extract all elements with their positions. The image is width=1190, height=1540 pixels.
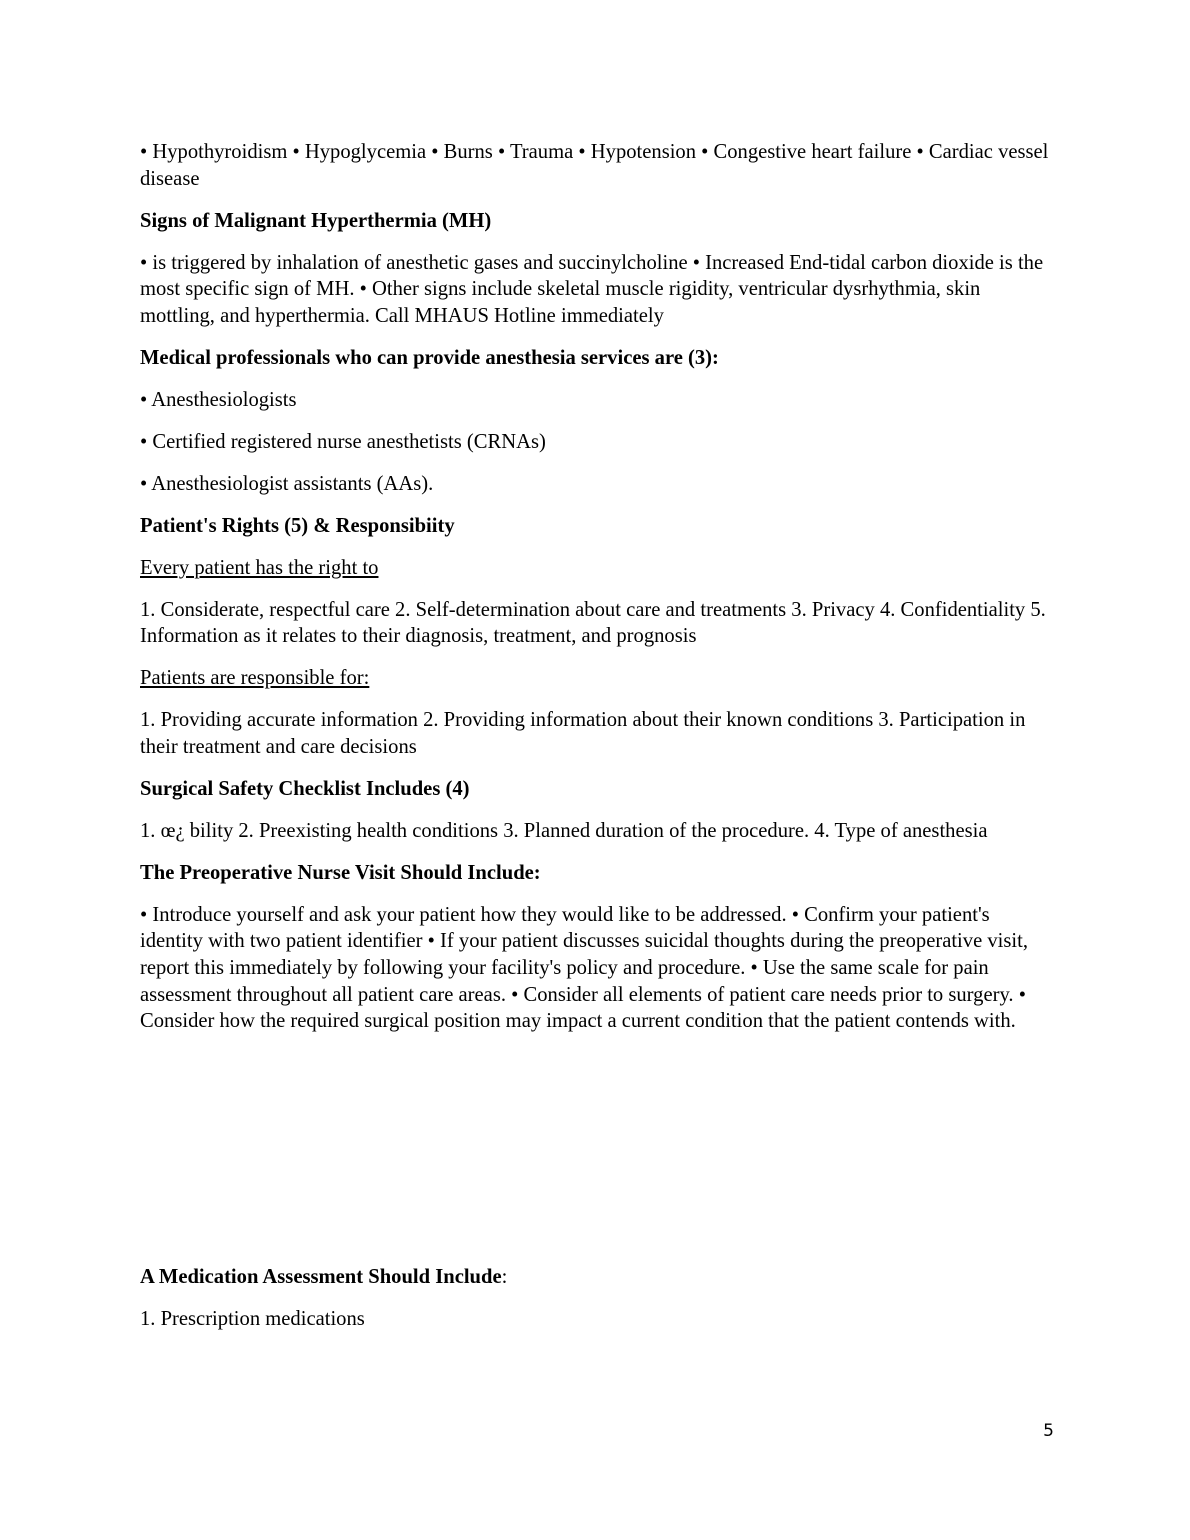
patient-rights-heading: Patient's Rights (5) & Responsibiity xyxy=(140,514,455,537)
medication-assessment-heading-colon: : xyxy=(501,1266,508,1289)
blank-space xyxy=(140,1050,1055,1264)
rights-text: 1. Considerate, respectful care 2. Self-determination about care and treatments 3. Privacy 4. Confidentiality 5. Information as it relates to their diagnosis, treatment, and prognosis xyxy=(140,598,1046,648)
mh-text: • is triggered by inhalation of anesthetic gases and succinylcholine • Increased End-tidal carbon dioxide is the most specific sign of MH. • Other signs include skeletal muscle rigidity, ventricular dysrhythmia, skin mottling, and hyperthermia. Call MHAUS Hotline immediately xyxy=(140,251,1044,327)
preop-visit-heading: The Preoperative Nurse Visit Should Include: xyxy=(140,861,541,884)
medication-assessment-heading-text: A Medication Assessment Should Include xyxy=(140,1266,502,1289)
mh-heading: Signs of Malignant Hyperthermia (MH) xyxy=(140,209,492,232)
page-content xyxy=(140,139,1055,1348)
anesthesia-provider-item: • Certified registered nurse anesthetists (CRNAs) xyxy=(140,430,546,453)
preop-visit-text: • Introduce yourself and ask your patient how they would like to be addressed. • Confirm your patient's identity with two patient identifier • If your patient discusses suicidal thoughts during the preoperative visit, report this immediately by following your facility's policy and procedure. • Use the same scale for pain assessment throughout all patient care areas. • Consider all elements of patient care needs prior to surgery. • Consider how the required surgical position may impact a current condition that the patient contends with. xyxy=(140,903,1028,1033)
safety-checklist-heading: Surgical Safety Checklist Includes (4) xyxy=(140,777,470,800)
anesthesia-provider-item: • Anesthesiologists xyxy=(140,388,297,411)
responsibilities-text: 1. Providing accurate information 2. Providing information about their known conditions 3. Participation in their treatment and care decisions xyxy=(140,709,1026,758)
safety-checklist-text: 1. œ¿ bility 2. Preexisting health conditions 3. Planned duration of the procedure. 4. Type of anesthesia xyxy=(140,819,988,842)
medication-assessment-item: 1. Prescription medications xyxy=(140,1308,365,1331)
responsibilities-label: Patients are responsible for: xyxy=(140,667,370,690)
continued-conditions-list: • Hypothyroidism • Hypoglycemia • Burns • Trauma • Hypotension • Congestive heart failure • Cardiac vessel disease xyxy=(140,141,1049,190)
anesthesia-provider-item: • Anesthesiologist assistants (AAs). xyxy=(140,472,434,495)
page-number: 5 xyxy=(1043,1421,1054,1441)
anesthesia-providers-heading: Medical professionals who can provide anesthesia services are (3): xyxy=(140,346,719,369)
rights-label: Every patient has the right to xyxy=(140,556,379,579)
medication-assessment-heading xyxy=(140,1264,1055,1291)
